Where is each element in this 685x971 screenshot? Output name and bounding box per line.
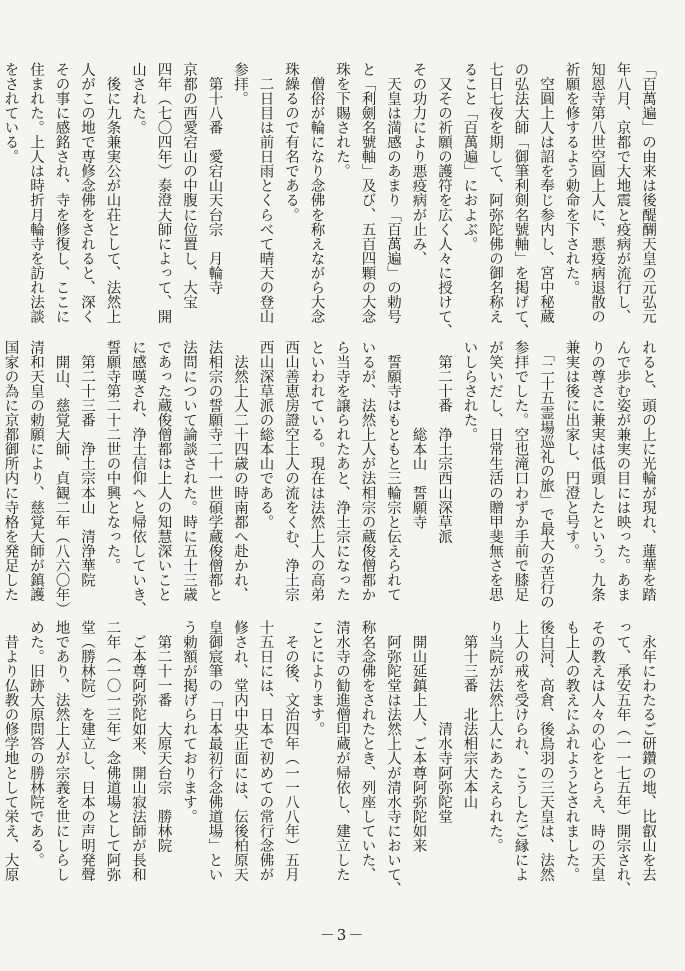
text-column: 法問について論談された。時に五十三歳 — [181, 340, 197, 602]
text-column: その後、文治四年（一一八八年）五月 — [283, 620, 299, 882]
text-column: りの尊さに兼実は低頭したという。九条 — [589, 340, 605, 602]
text-column: 称名念佛をされたとき、列座していた、 — [359, 620, 376, 882]
text-column: と「利劍名號軸」及び、五百四顆の大念 — [359, 62, 376, 324]
text-column: 祈願を修するよう勅命を下された。 — [563, 62, 580, 295]
text-column: 二日目は前日雨とくらべて晴天の登山 — [257, 62, 274, 324]
text-column: 修され、堂内中央正面には、伝後柏原天 — [232, 620, 248, 882]
text-column: 国家の為に京都御所内に寺格を発足した — [2, 340, 19, 602]
text-column: んで歩む姿が兼実の目には映った。あま — [614, 340, 631, 602]
text-column: 地であり、法然上人が宗義を世にしらし — [53, 620, 70, 882]
text-column: 第二十一番 大原天台宗 勝林院 — [155, 620, 172, 853]
text-column: 「百萬遍」の由来は後醍醐天皇の元弘元 — [640, 62, 656, 324]
text-column: ら当寺を譲られたあと、浄土宗になった — [334, 340, 350, 602]
text-column: 清和天皇の勅願により、慈覚大師が鎮護 — [28, 340, 44, 602]
text-column: といわれている。現在は法然上人の高弟 — [308, 340, 325, 602]
text-column: 第二十番 浄土宗西山深草派 — [436, 340, 452, 544]
text-column: 山された。 — [130, 62, 146, 135]
text-column: 誓願寺はもともと三輪宗と伝えられて — [385, 340, 401, 602]
text-column: その功力により悪疫病が止み、 — [410, 62, 427, 266]
text-column: 昔より仏教の修学地として栄え、大原 — [2, 620, 19, 882]
text-column: 堂（勝林院）を建立し、日本の声明発聲 — [79, 620, 95, 882]
text-column: う勅額が掲げられております。 — [181, 620, 197, 824]
text-column: 参拝。 — [232, 62, 248, 106]
text-tier-middle — [2, 340, 660, 617]
text-column: 清水寺の勧進僧印蔵が帰依し、建立した — [334, 620, 350, 882]
text-column: 永年にわたるご研鑽の地、比叡山を去 — [640, 620, 656, 882]
text-column: 珠を下賜された。 — [334, 62, 350, 179]
text-column: に感嘆され、浄土信仰へと帰依していき、 — [130, 340, 146, 617]
text-column: も上人の教えにふれようとされました。 — [563, 620, 580, 882]
text-column: 参拝でした。空也滝口わずか手前で膝足 — [512, 340, 529, 602]
text-column: 後白河、高倉、後鳥羽の三天皇は、法然 — [538, 620, 554, 882]
text-column: 人がこの地で専修念佛をされると、深く — [79, 62, 95, 324]
text-column: 年八月、京都で大地震と疫病が流行し、 — [614, 62, 631, 324]
text-column: 住まれた。上人は時折月輪寺を訪れ法談 — [28, 62, 44, 324]
text-column: って、承安五年（一一七五年）開宗され、 — [614, 620, 631, 897]
text-column: 西山深草派の総本山である。 — [257, 340, 274, 530]
text-column: めた。旧跡大原問答の勝林院である。 — [28, 620, 44, 868]
text-column: 後に九条兼実公が山荘として、法然上 — [104, 62, 121, 324]
text-column: 僧俗が輪になり念佛を称えながら大念 — [308, 62, 325, 324]
text-column: 兼実は後に出家し、円澄と号す。 — [563, 340, 580, 559]
text-tier-bottom — [2, 620, 660, 897]
text-column: いしらされた。 — [461, 340, 478, 442]
text-column: ことによります。 — [308, 620, 325, 737]
text-column: 京都の西愛宕山の中腹に位置し、大宝 — [181, 62, 197, 310]
text-column: 開山延鎮上人、ご本尊阿弥陀如来 — [410, 620, 427, 853]
text-column: 珠繰るので有名である。 — [283, 62, 299, 223]
text-column: いるが、法然上人が法相宗の蔵俊僧都か — [359, 340, 376, 602]
text-column: 法然上人二十四歳の時南都へ赴かれ、 — [232, 340, 248, 602]
text-column: れると、頭の上に光輪が現れ、蓮華を踏 — [640, 340, 656, 602]
text-column: であった蔵俊僧都は上人の知慧深いこと — [155, 340, 172, 602]
text-column: ご本尊阿弥陀如来、開山寂法師が長和 — [130, 620, 146, 882]
text-column: り当院が法然上人にあたえられた。 — [487, 620, 503, 853]
text-column: 法相宗の誓願寺二十一世碩学蔵俊僧都と — [206, 340, 223, 602]
text-column: その事に感銘され、寺を修復し、ここに — [53, 62, 70, 324]
text-column: 開山、慈覚大師、貞観二年（八六〇年） — [53, 340, 70, 617]
text-column: 西山善恵房證空上人の流をくむ、浄土宗 — [283, 340, 299, 602]
text-column: をされている。 — [2, 62, 19, 164]
text-column: ること「百萬遍」におよぶ。 — [461, 62, 478, 252]
page-number: －3－ — [319, 926, 366, 944]
text-column: が笑いだし、日常生活の贈甲斐無さを思 — [487, 340, 503, 602]
text-column: 第二十三番 浄土宗本山 清浄華院 — [79, 340, 95, 588]
text-column: 七日七夜を期して、阿弥陀佛の御名称え — [487, 62, 503, 324]
text-column: 二年（一〇一三年）念佛道場として阿弥 — [104, 620, 121, 882]
text-tier-top — [2, 62, 660, 339]
text-column: 十五日には、日本で初めての常行念佛が — [257, 620, 274, 882]
text-column: 又その祈願の護符を広く人々に授けて、 — [436, 62, 452, 339]
text-column: 上人の戒を受けられ、こうしたご縁によ — [512, 620, 529, 882]
text-column: 阿弥陀堂は法然上人が清水寺において、 — [385, 620, 401, 897]
text-column: 第十八番 愛宕山天台宗 月輪寺 — [206, 62, 223, 295]
text-column: 総本山 誓願寺 — [410, 340, 427, 530]
text-column: その教えは人々の心をとらえ、時の天皇 — [589, 620, 605, 882]
text-column: 天皇は満感のあまり「百萬遍」の勅号 — [385, 62, 401, 324]
text-column: 第十三番 北法相宗大本山 — [461, 620, 478, 810]
text-column: 空圓上人は詔を奉じ参内し、宮中秘蔵 — [538, 62, 554, 324]
text-column: 皇御宸筆の「日本最初行念佛道場」とい — [206, 620, 223, 882]
text-column: 知恩寺第八世空圓上人に、悪疫病退散の — [589, 62, 605, 324]
text-column: 誓願寺第二十二世の中興となった。 — [104, 340, 121, 573]
text-column: 清水寺阿弥陀堂 — [436, 620, 452, 824]
text-column: 「二十五霊場巡礼の旅」で最大の苦行の — [538, 340, 554, 610]
text-column: の弘法大師「御筆利剣名號軸」を掲げて、 — [512, 62, 529, 339]
text-column: 四年（七〇四年）泰澄大師によって、開 — [155, 62, 172, 324]
